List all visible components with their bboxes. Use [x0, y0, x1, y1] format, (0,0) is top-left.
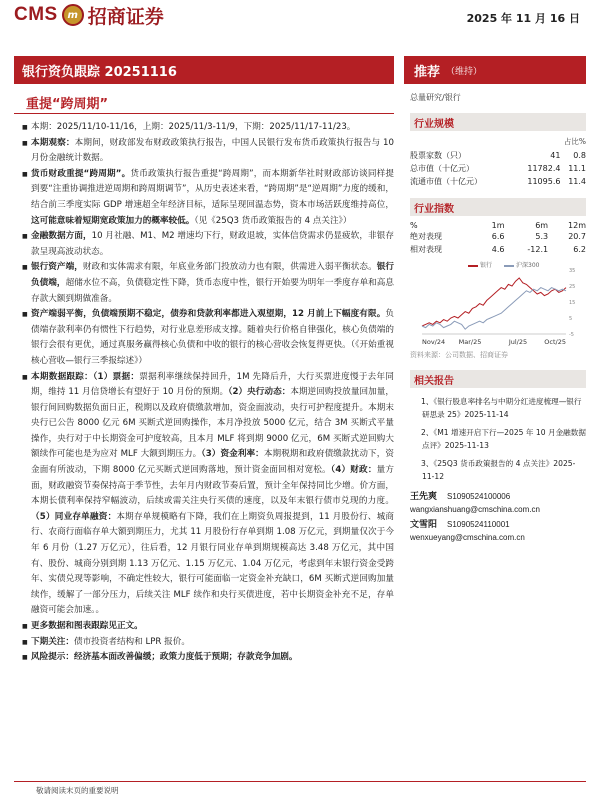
text-run: （见《25Q3 货币政策报告的 4 点关注》）	[194, 215, 352, 226]
index-chart-svg	[410, 260, 586, 348]
report-body	[22, 120, 394, 666]
chart-series-bank	[422, 278, 566, 326]
scale-value: 41	[550, 151, 561, 160]
text-run: 量方面，财政融资节奏保持高于季节性，去年月内财政节奏后置，预计全年保持同比少增。价方面，本期长债利率保持窄幅波动，后续或需关注央行买债的速度，以及年末银行债市兑现的力度。	[31, 465, 394, 507]
scale-value: 11782.4	[527, 164, 561, 173]
chart-source: 资料来源：公司数据、招商证券	[410, 351, 508, 359]
rating-label: 推荐	[414, 64, 441, 80]
legend-item-bank: 银行	[468, 260, 492, 269]
scale-table	[410, 149, 586, 188]
index-value: 20.7	[568, 232, 586, 241]
index-value: 6.6	[491, 232, 505, 241]
bold-text: （4）财政：	[330, 465, 377, 476]
logo-latin: CMS	[14, 4, 58, 25]
chart-y-tick-label: 35	[569, 268, 576, 274]
index-header-cell: 1m	[491, 221, 505, 230]
scale-row	[410, 149, 586, 162]
index-value: 4.6	[491, 245, 505, 254]
body-paragraph	[22, 307, 394, 369]
bold-text: 更多数据和图表跟踪见正文。	[31, 621, 143, 631]
bold-text: 本期观察：	[31, 137, 75, 148]
chart-x-tick-label: Oct/25	[544, 338, 566, 346]
text-run: 负债端存款利率仍有惯性下行趋势，对行业息差形成支撑。随着央行价格自律强化，核心负债端的银行会很有更优，通过真服务赢得核心负债和中收的银行的核心营收会恢复得更快。（《开始重视核心营收—银行三季报综述》）	[31, 309, 394, 366]
bold-text: （2）央行动态：	[228, 387, 291, 398]
chart-y-tick-label: -5	[569, 332, 574, 338]
text-run: 票据利率继续保持回升，1M 先降后升，大行买票进度慢于去年同期，维持 11 月信贷增长有望好于 10 月份的预期。	[31, 371, 394, 398]
scale-value: 11095.6	[527, 177, 561, 186]
scale-unit: 占比%	[563, 137, 586, 146]
analyst-name: 文雪阳	[410, 520, 438, 530]
chart-y-tick-label: 5	[569, 316, 573, 322]
bold-text: 风险提示：	[31, 652, 74, 663]
subtitle-divider	[14, 113, 394, 114]
bold-text: 这可能意味着短期宽政策加力的概率较低。	[31, 215, 195, 226]
index-header-cell: 12m	[568, 221, 586, 230]
body-paragraph	[22, 370, 394, 620]
index-chart	[410, 260, 586, 348]
body-paragraph	[22, 619, 394, 635]
text-run: 本期税期和政府债缴款扰动下，资金面有所波动，下期 8000 亿元买断式逆回购落地，预计资金面回相对宽松。	[31, 449, 394, 476]
analyst-email[interactable]: wangxianshuang@cmschina.com.cn	[410, 504, 540, 514]
scale-section-title: 行业规模	[410, 113, 586, 131]
logo-badge-icon: m	[62, 4, 84, 26]
body-paragraph	[22, 650, 394, 666]
scale-pct: 0.8	[573, 151, 586, 160]
text-run: 10 月社融、M1、M2 增速均下行，财政退坡，实体信贷需求仍显疲软，非银存款呈现高波动状态。	[31, 231, 394, 257]
rating-qualifier: （维持）	[446, 66, 483, 77]
chart-x-tick-label: Mar/25	[458, 338, 482, 346]
footer-divider	[14, 781, 586, 782]
related-reports-list	[410, 396, 586, 483]
analyst-email[interactable]: wenxueyang@cmschina.com.cn	[410, 532, 525, 542]
body-paragraph	[22, 120, 394, 136]
bold-text: （1）票据：	[93, 371, 140, 382]
company-logo	[14, 2, 164, 28]
footer-disclaimer: 敬请阅读末页的重要说明	[36, 786, 119, 795]
text-run: 财政和实体需求有限，年底业务部门投放动力也有限，供需进入弱平衡状态。	[82, 262, 377, 273]
related-report-link[interactable]: 3、《25Q3 货币政策报告的 4 点关注》2025-11-12	[421, 459, 576, 481]
related-report-link[interactable]: 1、《银行股息率排名与中期分红进度梳理—银行研思录 25》2025-11-14	[421, 397, 582, 419]
analyst-entry	[410, 491, 586, 515]
index-value: -12.1	[527, 245, 549, 254]
index-header-cell: 6m	[535, 221, 549, 230]
index-header-cell: %	[410, 221, 418, 230]
chart-y-tick-label: 15	[569, 300, 576, 306]
report-date: 2025 年 11 月 16 日	[466, 12, 580, 25]
rating-bar	[404, 56, 586, 84]
index-row-label: 相对表现	[410, 245, 442, 254]
text-run: 债市投资者结构和 LPR 报价。	[73, 636, 190, 647]
bold-text: （3）资金利率：	[201, 449, 264, 460]
bold-text: 银行资产端，	[31, 262, 83, 273]
index-section-title: 行业指数	[410, 198, 586, 216]
index-value: 6.2	[573, 245, 586, 254]
scale-label: 股票家数（只）	[410, 151, 466, 160]
chart-x-tick-label: Nov/24	[422, 338, 446, 346]
scale-pct: 11.4	[568, 177, 586, 186]
index-table	[410, 218, 586, 256]
bold-text: 金融数据方面，	[31, 231, 92, 242]
analyst-entry	[410, 519, 586, 543]
text-run: 本期：2025/11/10-11/16，上期：2025/11/3-11/9，下期：2025/11/17-11/23。	[31, 122, 356, 132]
text-run: 本期逆回购投放量回加量，银行间回购数据负面日正，税期以及政府债缴款增加，资金面波动，央行可护程度提升。本期末央行已公告 8000 亿元 6M 买断式逆回购操作，本月净投放 5000 亿元，结合 3M 买断式平量操作，央行对于中长期资金可护度较高，且本月 MLF 将到期 9000 亿元，6M 买断式逆回购大额续作可能也是为应对 MLF 大额到期压力。	[31, 387, 394, 460]
bold-text: 资产端弱平衡，负债端预期不稳定，债券和贷款利率都进入观望期，12 月前上下幅度有限。	[31, 309, 386, 320]
body-paragraph	[22, 167, 394, 229]
analyst-name: 王先爽	[410, 492, 438, 502]
scale-pct: 11.1	[568, 164, 586, 173]
report-title-bar	[14, 56, 394, 84]
text-run: 货币政策执行报告重提“跨周期”，而本期新华社时财政部访谈同样提到要“注重协调推进逆周期和跨周期调节”，从历史表述来看，“跨周期”是“逆周期”力度的缓和，结合前三季度实际 GDP 增速超全年经济目标，适际呈现回温态势，资本市场活跃度维持高位，	[31, 168, 395, 210]
scale-label: 流通市值（十亿元）	[410, 177, 482, 186]
scale-row	[410, 175, 586, 188]
analyst-cert: S1090524110001	[447, 520, 510, 529]
analyst-cert: S1090524100006	[447, 492, 511, 501]
logo-chinese: 招商证券	[87, 5, 164, 28]
body-paragraph	[22, 260, 394, 307]
scale-label: 总市值（十亿元）	[410, 164, 474, 173]
body-paragraph	[22, 136, 394, 167]
index-row	[410, 230, 586, 243]
body-paragraph	[22, 229, 394, 260]
analyst-list	[410, 491, 586, 543]
body-paragraph	[22, 635, 394, 651]
related-report-link[interactable]: 2、《M1 增速开启下行—2025 年 10 月金融数据点评》2025-11-13	[421, 428, 586, 450]
index-row-label: 绝对表现	[410, 232, 442, 241]
report-title: 银行资负跟踪 20251116	[22, 64, 177, 80]
text-run: 本期存单规模略有下降，我们在上期资负周报提到，11 月股份行、城商行、农商行面临存单大额到期压力，尤其 11 月股份行存单到期 1.08 万亿元，到期量仅次于今年 6 月份（1.27 万亿元），往后看，12 月银行同业存单到期规模高达 3.48 万亿元，其中国有、股份、城商分别到期 1.13 万亿元、1.15 万亿元、1.04 万亿元，考虑到年末银行资金受跨年、实债兑现等影响，不确定性较大，银行可能面临一定资金补充缺口，6M 买断式逆回购加量续作，缓解了一部分压力，后续关注 MLF 续作和央行买债进度，若中长期资金补充不足，存单融资可能会加速。。	[31, 511, 394, 616]
text-run: 超储水位不高，负债稳定性下降，货币态度中性，银行开始要为明年一季度存单和高息存款大额到期做准备。	[31, 277, 394, 304]
bold-text: 本期数据跟踪：	[31, 371, 93, 382]
bold-text: 银行负债端，	[31, 262, 394, 288]
related-section-title: 相关报告	[410, 370, 586, 388]
industry-label: 总量研究/银行	[410, 93, 461, 102]
sidebar	[410, 92, 586, 547]
index-row	[410, 243, 586, 256]
index-value: 5.3	[535, 232, 549, 241]
bold-text: 经济基本面改善偏缓；政策力度低于预期；存款竞争加剧。	[73, 652, 298, 663]
bold-text: 下期关注：	[31, 636, 74, 647]
text-run: 本期间，财政部发布财政政策执行报告，中国人民银行发布货币政策执行报告与 10 月份金融统计数据。	[31, 137, 394, 164]
legend-item-hs300: 沪深300	[504, 260, 539, 269]
report-subtitle: 重提“跨周期”	[26, 97, 109, 112]
chart-y-tick-label: 25	[569, 284, 576, 290]
bold-text: （5）同业存单融资：	[31, 511, 117, 522]
chart-x-tick-label: Jul/25	[508, 338, 528, 346]
chart-legend	[468, 260, 539, 269]
scale-row	[410, 162, 586, 175]
bold-text: 货币财政重提“跨周期”。	[31, 168, 131, 179]
